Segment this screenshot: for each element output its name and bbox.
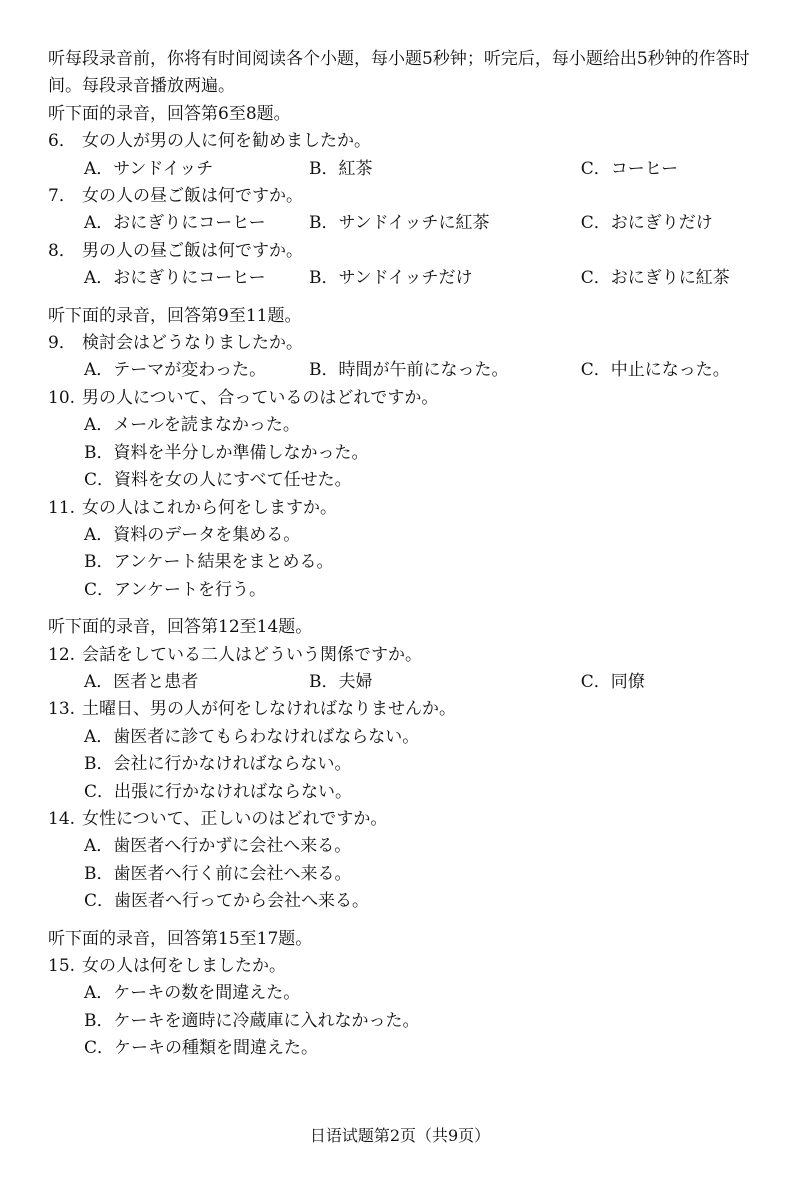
options-row bbox=[48, 357, 760, 384]
options-row bbox=[48, 265, 760, 292]
question-number: 12. bbox=[48, 644, 76, 665]
option-a: A．ケーキの数を間違えた。 bbox=[84, 983, 301, 1004]
option-a: A．サンドイッチ bbox=[84, 158, 214, 179]
question-text: 男の人の昼ご飯は何ですか。 bbox=[82, 240, 303, 261]
question-text: 女の人が男の人に何を勧めましたか。 bbox=[82, 131, 371, 152]
option-b: B．サンドイッチだけ bbox=[309, 268, 473, 289]
question-number: 8． bbox=[48, 240, 76, 261]
question-text: 女の人はこれから何をしますか。 bbox=[82, 497, 337, 518]
question-15 bbox=[48, 953, 760, 980]
options-row bbox=[48, 669, 760, 696]
option-a: A．歯医者へ行かずに会社へ来る。 bbox=[84, 836, 352, 857]
question-7 bbox=[48, 183, 760, 210]
option-a: A．資料のデータを集める。 bbox=[84, 524, 301, 545]
option-a: A．メールを読まなかった。 bbox=[84, 415, 300, 436]
option-c: C．中止になった。 bbox=[580, 360, 730, 381]
option-b: B．ケーキを適時に冷蔵庫に入れなかった。 bbox=[84, 1010, 420, 1031]
option-c: C．歯医者へ行ってから会社へ来る。 bbox=[84, 891, 370, 912]
option-c: C．同僚 bbox=[580, 671, 645, 692]
option-c: C．おにぎりに紅茶 bbox=[580, 268, 730, 289]
question-number: 11. bbox=[48, 497, 76, 518]
question-8 bbox=[48, 238, 760, 265]
question-text: 検討会はどうなりましたか。 bbox=[82, 333, 303, 354]
question-number: 15. bbox=[48, 956, 76, 976]
section-heading-15-17: 听下面的录音，回答第15至17题。 bbox=[48, 928, 313, 949]
option-b: B．時間が午前になった。 bbox=[309, 360, 509, 381]
option-b: B．紅茶 bbox=[309, 158, 373, 179]
option-b: B．サンドイッチに紅茶 bbox=[309, 213, 490, 234]
question-13 bbox=[48, 696, 760, 723]
question-number: 9． bbox=[48, 333, 76, 354]
question-text: 女の人は何をしましたか。 bbox=[82, 956, 286, 976]
option-a: A．おにぎりにコーヒー bbox=[84, 213, 266, 234]
option-a: A．歯医者に診てもらわなければならない。 bbox=[84, 726, 420, 747]
question-11 bbox=[48, 495, 760, 522]
question-number: 7． bbox=[48, 186, 76, 207]
question-text: 男の人について、合っているのはどれですか。 bbox=[82, 387, 439, 408]
page-footer: 日语试题第2页（共9页） bbox=[309, 1126, 491, 1145]
question-number: 10. bbox=[48, 387, 76, 408]
instructions: 听每段录音前，你将有时间阅读各个小题，每小题5秒钟；听完后，每小题给出5秒钟的作答时间。每段录音播放两遍。 bbox=[48, 49, 750, 97]
options-row bbox=[48, 156, 760, 183]
option-a: A．おにぎりにコーヒー bbox=[84, 268, 266, 289]
option-b: B．アンケート結果をまとめる。 bbox=[84, 552, 334, 573]
option-c: C．資料を女の人にすべて任せた。 bbox=[84, 470, 352, 491]
option-a: A．医者と患者 bbox=[84, 671, 199, 692]
question-12 bbox=[48, 642, 760, 669]
question-number: 14. bbox=[48, 808, 76, 829]
question-10 bbox=[48, 385, 760, 412]
option-b: B．歯医者へ行く前に会社へ来る。 bbox=[84, 863, 352, 884]
question-6 bbox=[48, 128, 760, 155]
question-9 bbox=[48, 330, 760, 357]
question-text: 女性について、正しいのはどれですか。 bbox=[82, 808, 388, 829]
question-text: 会話をしている二人はどういう関係ですか。 bbox=[82, 644, 422, 665]
option-c: C．ケーキの種類を間違えた。 bbox=[84, 1038, 319, 1059]
section-heading-9-11: 听下面的录音，回答第9至11题。 bbox=[48, 305, 302, 326]
question-number: 13. bbox=[48, 699, 76, 720]
question-14 bbox=[48, 806, 760, 833]
option-b: B．夫婦 bbox=[309, 671, 373, 692]
option-b: B．会社に行かなければならない。 bbox=[84, 754, 352, 775]
option-b: B．資料を半分しか準備しなかった。 bbox=[84, 442, 369, 463]
exam-page bbox=[48, 46, 760, 1063]
question-number: 6． bbox=[48, 131, 76, 152]
question-text: 土曜日、男の人が何をしなければなりませんか。 bbox=[82, 699, 456, 720]
section-heading-12-14: 听下面的录音，回答第12至14题。 bbox=[48, 617, 313, 638]
options-row bbox=[48, 210, 760, 237]
option-c: C．出張に行かなければならない。 bbox=[84, 781, 353, 802]
option-c: C．アンケートを行う。 bbox=[84, 579, 266, 600]
option-c: C．コーヒー bbox=[580, 158, 679, 179]
option-a: A．テーマが変わった。 bbox=[84, 360, 267, 381]
question-text: 女の人の昼ご飯は何ですか。 bbox=[82, 186, 303, 207]
section-heading-6-8: 听下面的录音，回答第6至8题。 bbox=[48, 103, 291, 124]
option-c: C．おにぎりだけ bbox=[580, 213, 713, 234]
